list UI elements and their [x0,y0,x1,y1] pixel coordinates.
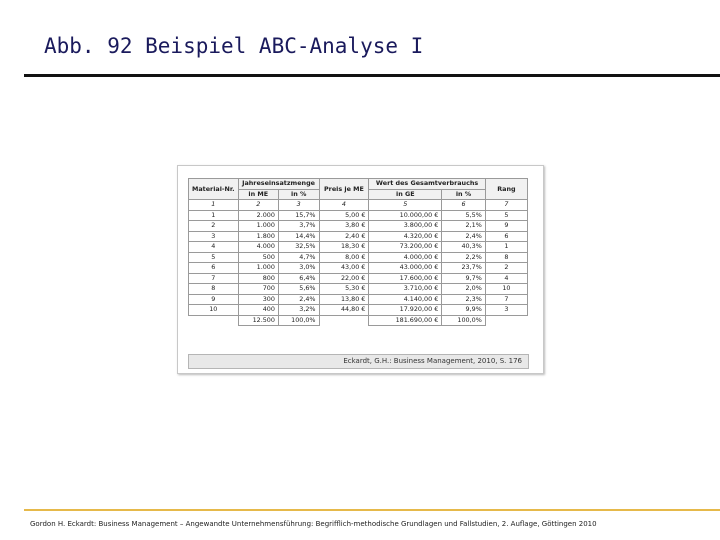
cell-wert-pct: 2,3% [442,294,486,305]
cell-menge-pct: 2,4% [278,294,319,305]
total-wert: 181.690,00 € [369,315,442,326]
cell-wert: 73.200,00 € [369,242,442,253]
cell-wert: 4.320,00 € [369,231,442,242]
header-einsatzmenge: Jahreseinsatzmenge [238,179,319,190]
cell-wert: 17.920,00 € [369,305,442,316]
header-menge-me: in ME [238,189,278,200]
cell-preis: 2,40 € [319,231,369,242]
cell-nr: 7 [189,273,239,284]
table-row [189,294,528,305]
table-row [189,221,528,232]
cell-menge: 300 [238,294,278,305]
cell-rang: 2 [485,263,527,274]
cell-rang: 10 [485,284,527,295]
footer-citation: Gordon H. Eckardt: Business Management – Angewandte Unternehmensführung: Begrifflich-methodische Grundlagen und Fallstudien, 2. Auflage, Göttingen 2010 [30,520,597,528]
cell-menge: 800 [238,273,278,284]
cell-preis: 18,30 € [319,242,369,253]
cell-wert-pct: 9,9% [442,305,486,316]
cell-menge-pct: 6,4% [278,273,319,284]
cell-menge-pct: 3,2% [278,305,319,316]
cell-menge: 4.000 [238,242,278,253]
cell-rang: 9 [485,221,527,232]
cell-wert-pct: 40,3% [442,242,486,253]
cell-menge-pct: 15,7% [278,210,319,221]
cell-wert-pct: 2,0% [442,284,486,295]
cell-wert: 3.710,00 € [369,284,442,295]
cell-wert-pct: 2,4% [442,231,486,242]
cell-preis: 13,80 € [319,294,369,305]
table-row [189,273,528,284]
cell-menge: 500 [238,252,278,263]
index-cell: 5 [369,200,442,211]
index-cell: 1 [189,200,239,211]
cell-nr: 9 [189,294,239,305]
header-wert-ge: in GE [369,189,442,200]
table-header-row [189,179,528,190]
cell-menge: 700 [238,284,278,295]
column-index-row [189,200,528,211]
header-wert: Wert des Gesamtverbrauchs [369,179,485,190]
cell-menge-pct: 32,5% [278,242,319,253]
cell-wert: 4.000,00 € [369,252,442,263]
table-row [189,263,528,274]
header-wert-pct: in % [442,189,486,200]
cell-nr: 2 [189,221,239,232]
cell-rang: 8 [485,252,527,263]
total-wert-pct: 100,0% [442,315,486,326]
cell-wert-pct: 5,5% [442,210,486,221]
title-divider [24,74,720,77]
total-blank [319,315,369,326]
cell-wert: 17.600,00 € [369,273,442,284]
total-menge: 12.500 [238,315,278,326]
cell-nr: 3 [189,231,239,242]
cell-menge: 400 [238,305,278,316]
cell-menge-pct: 5,6% [278,284,319,295]
cell-wert: 43.000,00 € [369,263,442,274]
cell-preis: 8,00 € [319,252,369,263]
cell-menge: 1.000 [238,263,278,274]
cell-wert-pct: 23,7% [442,263,486,274]
cell-wert: 3.800,00 € [369,221,442,232]
cell-nr: 1 [189,210,239,221]
cell-rang: 1 [485,242,527,253]
cell-wert-pct: 2,2% [442,252,486,263]
table-row [189,231,528,242]
total-blank [485,315,527,326]
cell-menge: 2.000 [238,210,278,221]
cell-preis: 5,00 € [319,210,369,221]
table-row [189,210,528,221]
cell-rang: 6 [485,231,527,242]
cell-wert: 4.140,00 € [369,294,442,305]
cell-rang: 3 [485,305,527,316]
slide-title: Abb. 92 Beispiel ABC-Analyse I [44,34,424,58]
cell-nr: 4 [189,242,239,253]
cell-menge-pct: 4,7% [278,252,319,263]
cell-rang: 4 [485,273,527,284]
index-cell: 6 [442,200,486,211]
cell-wert-pct: 2,1% [442,221,486,232]
index-cell: 2 [238,200,278,211]
cell-menge-pct: 3,7% [278,221,319,232]
cell-wert: 10.000,00 € [369,210,442,221]
cell-nr: 6 [189,263,239,274]
cell-rang: 5 [485,210,527,221]
cell-nr: 8 [189,284,239,295]
header-preis: Preis je ME [319,179,369,200]
header-material: Material-Nr. [189,179,239,200]
header-rang: Rang [485,179,527,200]
cell-menge-pct: 3,0% [278,263,319,274]
cell-nr: 5 [189,252,239,263]
index-cell: 3 [278,200,319,211]
cell-menge: 1.800 [238,231,278,242]
table-row [189,252,528,263]
cell-wert-pct: 9,7% [442,273,486,284]
cell-preis: 3,80 € [319,221,369,232]
table-row [189,305,528,316]
abc-analysis-figure [177,165,544,374]
abc-analysis-table [188,178,528,326]
cell-preis: 5,30 € [319,284,369,295]
total-blank [189,315,239,326]
cell-preis: 43,00 € [319,263,369,274]
table-row [189,284,528,295]
total-menge-pct: 100,0% [278,315,319,326]
cell-preis: 22,00 € [319,273,369,284]
table-row [189,242,528,253]
footer-divider [24,509,720,511]
table-total-row [189,315,528,326]
table-source-caption: Eckardt, G.H.: Business Management, 2010, S. 176 [188,354,529,369]
index-cell: 4 [319,200,369,211]
cell-rang: 7 [485,294,527,305]
cell-menge-pct: 14,4% [278,231,319,242]
header-menge-pct: in % [278,189,319,200]
cell-menge: 1.000 [238,221,278,232]
index-cell: 7 [485,200,527,211]
cell-nr: 10 [189,305,239,316]
cell-preis: 44,80 € [319,305,369,316]
